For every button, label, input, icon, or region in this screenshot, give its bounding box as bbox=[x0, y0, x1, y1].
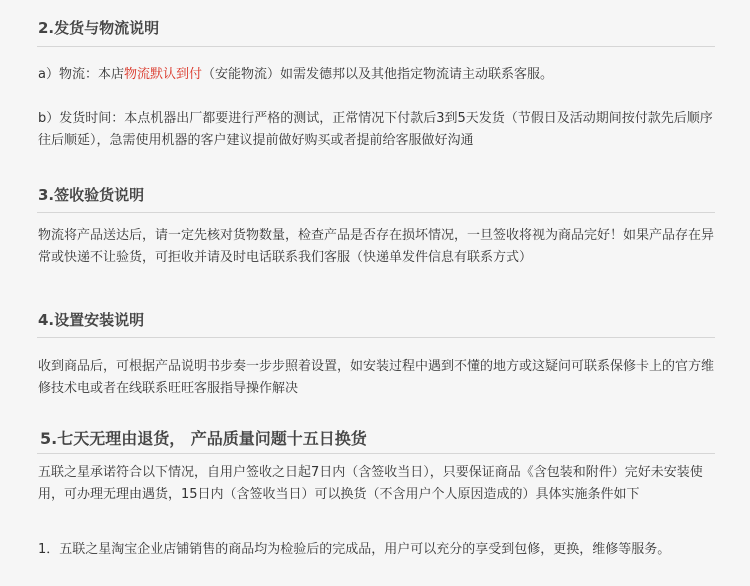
divider bbox=[37, 337, 715, 338]
paragraph-returns-item-1: 1．五联之星淘宝企业店铺销售的商品均为检验后的完成品，用户可以充分的享受到包修，更换，维修等服务。 bbox=[38, 542, 671, 557]
divider bbox=[37, 453, 715, 454]
paragraph-delivery-time: b）发货时间：本点机器出厂都要进行严格的测试，正常情况下付款后3到5天发货（节假日及活动期间按付款先后顺序往后顺延），急需使用机器的客户建议提前做好购买或者提前给客服做好沟通 bbox=[38, 111, 713, 148]
divider bbox=[37, 46, 715, 47]
section-title-returns: 5.七天无理由退货， 产品质量问题十五日换货 bbox=[40, 429, 367, 448]
section-title-shipping: 2.发货与物流说明 bbox=[38, 19, 160, 37]
logistics-highlight: 物流默认到付 bbox=[123, 67, 202, 82]
logistics-suffix: （安能物流）如需发德邦以及其他指定物流请主动联系客服。 bbox=[201, 67, 553, 82]
paragraph-returns: 五联之星承诺符合以下情况，自用户签收之日起7日内（含签收当日），只要保证商品《含包装和附件）完好未安装使用，可办理无理由遇货，15日内（含签收当日）可以换货（不含用户个人原因造成的）具体实施条件如下 bbox=[38, 465, 703, 502]
logistics-prefix: a）物流：本店 bbox=[38, 67, 124, 82]
paragraph-inspection: 物流将产品送达后，请一定先核对货物数量，检查产品是否存在损坏情况，一旦签收将视为商品完好！如果产品存在异常或快递不让验货，可拒收并请及时电话联系我们客服（快递单发件信息有联系方式） bbox=[38, 228, 715, 265]
section-title-installation: 4.设置安装说明 bbox=[38, 311, 145, 329]
section-title-inspection: 3.签收验货说明 bbox=[38, 186, 145, 204]
paragraph-installation: 收到商品后，可根据产品说明书步奏一步步照着设置，如安装过程中遇到不懂的地方或这疑问可联系保修卡上的官方维修技术电或者在线联系旺旺客服指导操作解决 bbox=[38, 359, 715, 396]
paragraph-logistics bbox=[38, 64, 718, 86]
divider bbox=[37, 212, 715, 213]
